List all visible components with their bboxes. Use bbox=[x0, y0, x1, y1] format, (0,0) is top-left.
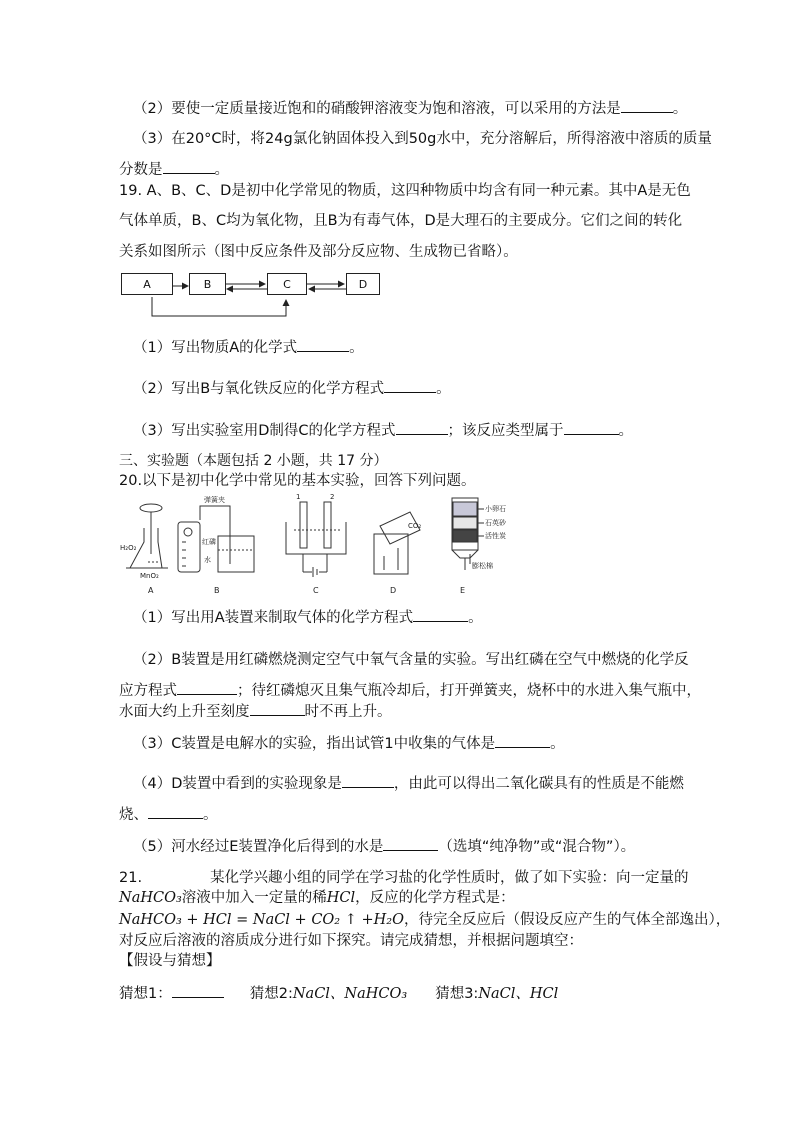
q20-sub4-cont: 烧、 。 bbox=[119, 804, 218, 825]
apparatus-c bbox=[286, 502, 346, 577]
label-b: B bbox=[214, 586, 220, 595]
label-phosphorus: 红磷 bbox=[202, 538, 216, 546]
label-water: 水 bbox=[204, 556, 211, 564]
answer-blank[interactable] bbox=[383, 836, 438, 851]
reaction-equation: NaHCO₃ + HCl = NaCl + CO₂ ↑ +H₂O bbox=[119, 912, 404, 928]
box-c: C bbox=[267, 273, 307, 295]
label-carbon: 活性炭 bbox=[485, 532, 506, 540]
q18-part3: （3）在20°C时，将24g氯化钠固体投入到50g水中，充分溶解后，所得溶液中溶质的质量 bbox=[133, 131, 712, 147]
box-a: A bbox=[121, 273, 173, 295]
label-e: E bbox=[460, 586, 466, 595]
label-c: C bbox=[313, 586, 319, 595]
q19-stem-3: 关系如图所示（图中反应条件及部分反应物、生成物已省略）。 bbox=[119, 244, 518, 260]
q20-sub2-cont: 应方程式 ；待红磷熄灭且集气瓶冷却后，打开弹簧夹，烧杯中的水进入集气瓶中， bbox=[119, 680, 701, 701]
section-title: 三、实验题（本题包括 2 小题，共 17 分） bbox=[119, 453, 388, 469]
label-tube1: 1 bbox=[296, 493, 301, 501]
answer-blank[interactable] bbox=[172, 983, 224, 998]
q19-stem-1: 19. A、B、C、D是初中化学常见的物质，这四种物质中均含有同一种元素。其中A是无色 bbox=[119, 183, 691, 199]
label-tube2: 2 bbox=[330, 493, 335, 501]
answer-blank[interactable] bbox=[384, 378, 436, 393]
answer-blank[interactable] bbox=[495, 733, 550, 748]
q20-sub5: （5）河水经过E装置净化后得到的水是 （选填“纯净物”或“混合物”）。 bbox=[133, 836, 635, 857]
q19-sub3: （3）写出实验室用D制得C的化学方程式 ；该反应类型属于 。 bbox=[133, 420, 633, 441]
q19-stem-2: 气体单质，B、C均为氧化物，且B为有毒气体，D是大理石的主要成分。它们之间的转化 bbox=[119, 213, 683, 229]
q18-part3-cont: 分数是 。 bbox=[119, 159, 229, 180]
q21-guesses: 猜想1： 猜想2:NaCl、NaHCO₃ 猜想3:NaCl、HCl bbox=[119, 983, 558, 1004]
answer-blank[interactable] bbox=[342, 773, 394, 788]
q20-sub3: （3）C装置是电解水的实验，指出试管1中收集的气体是 。 bbox=[133, 733, 565, 754]
apparatus-a bbox=[126, 504, 168, 568]
q20-apparatus-figure bbox=[118, 492, 506, 598]
apparatus-b bbox=[178, 506, 254, 572]
q20-sub2-cont2: 水面大约上升至刻度 时不再上升。 bbox=[119, 701, 392, 722]
answer-blank[interactable] bbox=[396, 420, 448, 435]
q20-sub4: （4）D装置中看到的实验现象是 ，由此可以得出二氧化碳具有的性质是不能燃 bbox=[133, 773, 684, 794]
q21-heading: 【假设与猜想】 bbox=[119, 953, 221, 969]
label-pebbles: 小卵石 bbox=[485, 505, 506, 513]
arrow-a-to-c bbox=[152, 297, 286, 316]
q19-sub2: （2）写出B与氧化铁反应的化学方程式 。 bbox=[133, 378, 451, 399]
label-cotton: 膨松棉 bbox=[472, 562, 493, 570]
label-h2o2: H₂O₂ bbox=[120, 544, 137, 552]
label-d: D bbox=[390, 586, 397, 595]
answer-blank[interactable] bbox=[163, 159, 215, 174]
q18-part2: （2）要使一定质量接近饱和的硝酸钾溶液变为饱和溶液，可以采用的方法是 。 bbox=[133, 98, 687, 119]
q20-stem: 20.以下是初中化学中常见的基本实验，回答下列问题。 bbox=[119, 473, 476, 489]
label-clamp: 弹簧夹 bbox=[204, 496, 225, 504]
q19-sub1: （1）写出物质A的化学式 。 bbox=[133, 337, 364, 358]
answer-blank[interactable] bbox=[148, 804, 203, 819]
label-sand: 石英砂 bbox=[485, 519, 506, 527]
label-a: A bbox=[148, 586, 154, 595]
q21-line-3: NaHCO₃ + HCl = NaCl + CO₂ ↑ +H₂O，待完全反应后（假设反应产生的气体全部逸出）， bbox=[119, 912, 731, 928]
answer-blank[interactable] bbox=[177, 680, 237, 695]
box-b: B bbox=[189, 273, 226, 295]
q21-line-4: 对反应后溶液的溶质成分进行如下探究。请完成猜想，并根据问题填空： bbox=[119, 933, 583, 949]
label-co2: CO₂ bbox=[408, 522, 422, 530]
answer-blank[interactable] bbox=[564, 420, 619, 435]
q21-line-1: 21. 某化学兴趣小组的同学在学习盐的化学性质时，做了如下实验：向一定量的 bbox=[119, 870, 689, 886]
answer-blank[interactable] bbox=[621, 98, 673, 113]
q20-sub1: （1）写出用A装置来制取气体的化学方程式 。 bbox=[133, 607, 483, 628]
answer-blank[interactable] bbox=[250, 701, 305, 716]
q20-sub2: （2）B装置是用红磷燃烧测定空气中氧气含量的实验。写出红磷在空气中燃烧的化学反 bbox=[133, 652, 689, 668]
box-d: D bbox=[346, 273, 380, 295]
apparatus-e bbox=[452, 498, 484, 570]
q21-line-2: NaHCO₃溶液中加入一定量的稀HCl，反应的化学方程式是： bbox=[119, 890, 515, 906]
label-mno2: MnO₂ bbox=[140, 572, 159, 580]
answer-blank[interactable] bbox=[297, 337, 349, 352]
answer-blank[interactable] bbox=[413, 607, 468, 622]
